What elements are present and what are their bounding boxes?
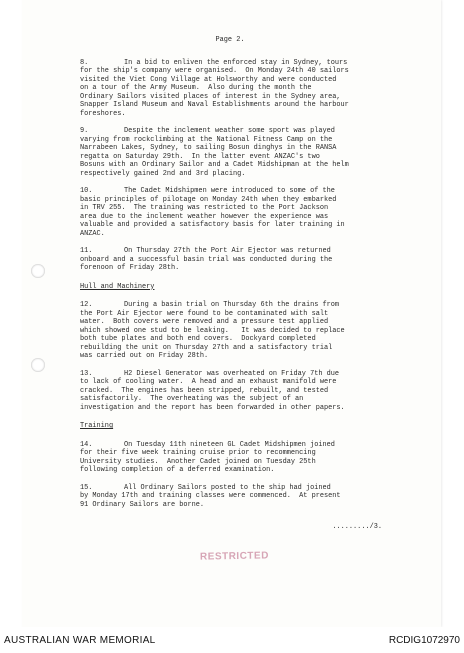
- paragraph-text: H2 Diesel Generator was overheated on Friday 7th due: [124, 369, 340, 378]
- paragraph-text: In a bid to enliven the enforced stay in Sydney, tours: [124, 58, 348, 67]
- paragraph: [80, 59, 420, 119]
- paragraph-line: [80, 301, 420, 310]
- paragraph-line: for the ship's company were organised. On Monday 24th 40 sailors: [80, 67, 349, 75]
- paragraph-line: Narrabeen Lakes, Sydney, to sailing Bosun dinghys in the RANSA: [80, 144, 337, 152]
- paragraph-line: foreshores.: [80, 109, 126, 118]
- paragraph-line: varying from rockclimbing at the National Fitness Camp on the: [80, 135, 333, 144]
- paragraph-line: [80, 370, 420, 379]
- paragraph-number: 11.: [80, 247, 93, 255]
- document-body: [80, 36, 420, 532]
- paragraph-line: for their five week training cruise prior to recommencing: [80, 449, 316, 457]
- paragraph-line: following completion of a deferred examination.: [80, 466, 275, 474]
- paragraph-line: regatta on Saturday 29th. In the latter event ANZAC's two: [80, 152, 320, 161]
- paragraph: [80, 441, 420, 475]
- restricted-stamp: RESTRICTED: [199, 550, 269, 563]
- paragraph: [80, 301, 420, 361]
- paragraph-number: 15.: [80, 483, 93, 492]
- paragraph: [80, 370, 420, 413]
- paragraph-line: valuable and provided a satisfactory basis for later training in: [80, 221, 345, 229]
- paragraph-number: 10.: [80, 187, 93, 195]
- paragraph-line: Bosuns with an Ordinary Sailor and a Cadet Midshipman at the helm: [80, 161, 349, 169]
- paragraph-line: [80, 187, 420, 196]
- archive-footer: [0, 627, 464, 653]
- continuation-marker: ........./3.: [332, 523, 382, 531]
- paragraph-line: onboard and a successful basin trial was conducted during the: [80, 255, 333, 264]
- paragraph-line: the Port Air Ejector were found to be contaminated with salt: [80, 309, 329, 318]
- paragraph-line: investigation and the report has been forwarded in other papers.: [80, 403, 345, 412]
- paragraph-line: which showed one stud to be leaking. It was decided to replace: [80, 326, 345, 335]
- archive-reference: RCDIG1072970: [388, 635, 460, 646]
- paragraph: [80, 484, 420, 510]
- paragraph-line: [80, 441, 420, 450]
- paragraph-line: was carried out on Friday 28th.: [80, 352, 209, 360]
- paragraph-line: cracked. The engines has been stripped, rebuilt, and tested: [80, 386, 329, 395]
- paragraph-text: On Tuesday 11th nineteen GL Cadet Midshipmen joined: [124, 440, 335, 449]
- paragraph-line: [80, 59, 420, 68]
- paragraph: [80, 127, 420, 178]
- paragraph-line: water. Both covers were removed and a pressure test applied: [80, 318, 329, 326]
- paragraph: [80, 187, 420, 238]
- paragraph-line: both tube plates and both end covers. Dockyard completed: [80, 335, 316, 343]
- paragraph-line: to lack of cooling water. A head and an exhaust manifold were: [80, 378, 337, 386]
- punch-hole: [31, 264, 45, 278]
- paragraph-text: Despite the inclement weather some sport was played: [124, 127, 335, 135]
- paragraph-group: [80, 301, 420, 412]
- paragraph-line: Ordinary Sailors visited places of interest in the Sydney area,: [80, 92, 341, 101]
- paragraph-line: Snapper Island Museum and Naval Establishments around the harbour: [80, 101, 349, 109]
- paragraph-line: respectively gained 2nd and 3rd placing.: [80, 169, 246, 178]
- paragraph-text: During a basin trial on Thursday 6th the drains from: [124, 301, 340, 309]
- section-heading-training: Training: [80, 422, 114, 430]
- paragraph-line: [80, 247, 420, 256]
- paragraph-line: [80, 127, 420, 136]
- paragraph-line: basic principles of pilotage on Monday 24th when they embarked: [80, 195, 337, 204]
- archive-source: AUSTRALIAN WAR MEMORIAL: [4, 635, 156, 646]
- paragraph-group: [80, 59, 420, 273]
- paragraph-text: All Ordinary Sailors posted to the ship had joined: [124, 483, 331, 492]
- paragraph-number: 12.: [80, 301, 93, 309]
- paragraph: [80, 247, 420, 273]
- paragraph-number: 13.: [80, 369, 93, 378]
- paragraph-line: on a tour of the Army Museum. Also during the month the: [80, 84, 312, 92]
- paragraph-line: area due to the inclement weather however the experience was: [80, 212, 329, 221]
- punch-hole: [31, 358, 45, 372]
- paragraph-number: 8.: [80, 58, 89, 67]
- section-heading-hull-and-machinery: Hull and Machinery: [80, 282, 155, 291]
- paragraph-number: 9.: [80, 127, 89, 135]
- paragraph-line: University studies. Another Cadet joined on Tuesday 25th: [80, 457, 316, 466]
- paragraph-text: The Cadet Midshipmen were introduced to some of the: [124, 187, 335, 195]
- paragraph-line: satisfactorily. The overheating was the subject of an: [80, 395, 304, 403]
- paragraph-line: forenoon of Friday 28th.: [80, 264, 180, 272]
- paragraph-number: 14.: [80, 440, 93, 449]
- page-number: Page 2.: [215, 36, 245, 44]
- paragraph-text: On Thursday 27th the Port Air Ejector was returned: [124, 247, 331, 255]
- paragraph-line: [80, 484, 420, 493]
- paragraph-line: rebuilding the unit on Thursday 27th and a satisfactory trial: [80, 343, 333, 352]
- paragraph-group: [80, 441, 420, 510]
- paragraph-line: 91 Ordinary Sailors are borne.: [80, 500, 205, 509]
- paragraph-line: in TRV 255. The training was restricted to the Port Jackson: [80, 204, 329, 212]
- paragraph-line: visited the Viet Cong Village at Holsworthy and were conducted: [80, 75, 337, 84]
- paragraph-line: ANZAC.: [80, 229, 105, 238]
- paragraph-line: by Monday 17th and training classes were commenced. At present: [80, 492, 341, 500]
